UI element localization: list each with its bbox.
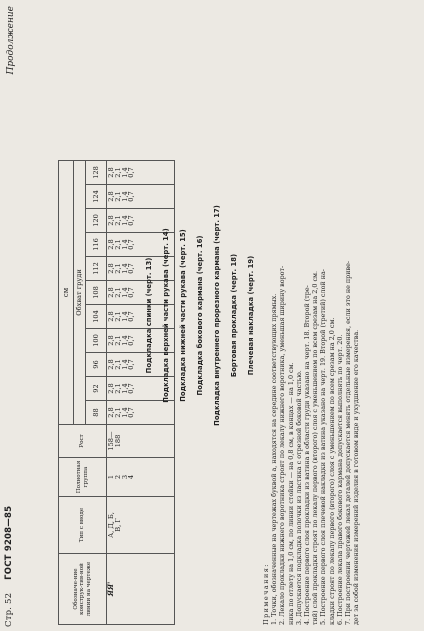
note-line: 3. Допускается подкладка полочки из ластика с отрезной боковой частью. xyxy=(294,370,303,625)
girth-header: 116 xyxy=(86,233,107,257)
value-text: 2,8 xyxy=(107,167,115,178)
page-label: Стр. 52 xyxy=(4,592,14,627)
group-value: 2 xyxy=(113,474,122,480)
note-line: 1. Точки, обозначенные на чертежах буквой а, находятся на середине соответствующих прямых. xyxy=(270,293,279,625)
girth-header: 88 xyxy=(86,401,107,425)
value-text: 0,7 xyxy=(127,263,136,274)
section-title: Бортовая прокладка (черт. 18) xyxy=(230,253,238,378)
girth-header: 104 xyxy=(86,305,107,329)
value-text: 2,1 xyxy=(113,167,122,178)
value-text: 2,1 xyxy=(113,407,122,418)
value-text: 2,8 xyxy=(107,383,115,394)
section-title: Подкладка спинки (черт. 13) xyxy=(145,257,153,374)
col-designation: Обозначе-ние конструк-тив-ной линии на чертеже xyxy=(59,554,107,625)
height-value: 158— xyxy=(107,431,115,451)
value-text: 1,4 xyxy=(120,407,129,418)
value-text: 2,8 xyxy=(107,359,115,370)
girth-header: 124 xyxy=(86,185,107,209)
value-text: 0,7 xyxy=(127,359,136,370)
note-line: кладки строят по лекалу первого (второго) слоя с уменьшением по всем срезам на 2,0 см. xyxy=(327,317,336,625)
value-text: 2,1 xyxy=(113,263,122,274)
value-text: 1,4 xyxy=(120,239,129,250)
girth-header: 108 xyxy=(86,281,107,305)
value-text: 2,1 xyxy=(113,215,122,226)
value-text: 1,4 xyxy=(120,263,129,274)
girth-header: 92 xyxy=(86,377,107,401)
notes-block xyxy=(262,15,360,625)
col-type: Тип с вводе xyxy=(59,497,107,554)
chest-girth-header: Обхват груди xyxy=(74,161,86,425)
symbol-text: ЯЯ' xyxy=(106,581,115,597)
group-value: 4 xyxy=(127,474,136,480)
value-text: 1,4 xyxy=(120,383,129,394)
group-value: 3 xyxy=(120,474,129,480)
value-text: 1,4 xyxy=(120,311,129,322)
section-title: Подкладка верхней части рукава (черт. 14) xyxy=(162,228,170,403)
note-line: дет за собой изменения измерений изделия в готовом виде и ухудшение его качества. xyxy=(352,329,361,625)
value-text: 0,7 xyxy=(127,407,136,418)
value-text: 2,8 xyxy=(107,239,115,250)
value-text: 2,1 xyxy=(113,287,122,298)
value-text: 0,7 xyxy=(127,287,136,298)
dimension-table xyxy=(58,160,175,625)
girth-header: 100 xyxy=(86,329,107,353)
value-text: 2,1 xyxy=(113,359,122,370)
section-title: Подкладка внутреннего прорезного кармана (черт. 17) xyxy=(213,205,221,426)
girth-header: 128 xyxy=(86,161,107,185)
standard-number: ГОСТ 9208—85 xyxy=(4,505,14,580)
girth-header: 96 xyxy=(86,353,107,377)
note-line: тий) слой прокладки строят по лекалу первого (второго) слоя с уменьшением по всем срезам на 2,0 см. xyxy=(311,270,320,625)
value-text: 1,4 xyxy=(120,287,129,298)
value-text: 1,4 xyxy=(120,215,129,226)
type-line: А, Д, Б, xyxy=(107,512,115,538)
section-title: Подкладка нижней части рукава (черт. 15) xyxy=(179,229,187,402)
unit-header: см xyxy=(59,161,74,425)
value-text: 1,4 xyxy=(120,191,129,202)
note-line: 5. Построение первого слоя плечевой накладки из ватина указано на черт. 19. Второй (третий) слой на- xyxy=(319,269,328,625)
girth-header: 120 xyxy=(86,209,107,233)
value-text: 2,1 xyxy=(113,239,122,250)
value-text: 2,1 xyxy=(113,335,122,346)
value-text: 2,8 xyxy=(107,335,115,346)
value-text: 0,7 xyxy=(127,335,136,346)
value-text: 2,8 xyxy=(107,191,115,202)
value-text: 0,7 xyxy=(127,383,136,394)
value-text: 1,4 xyxy=(120,359,129,370)
notes-title: Примечания: xyxy=(262,563,270,625)
value-text: 2,1 xyxy=(113,383,122,394)
value-text: 1,4 xyxy=(120,335,129,346)
note-line: ника по отлету на 1,0 см, по линии стойки — на 0,8 см, в концах — на 1,0 см. xyxy=(286,362,295,625)
value-text: 0,7 xyxy=(127,167,136,178)
note-line: 4. Построение первого слоя прокладки из ватина в области груди указано на черт. 18. Второй (тре- xyxy=(303,285,312,625)
page-header xyxy=(4,502,14,627)
section-title: Подкладка бокового кармана (черт. 16) xyxy=(196,235,204,396)
value-text: 2,8 xyxy=(107,263,115,274)
col-height: Рост xyxy=(59,425,107,458)
value-text: 0,7 xyxy=(127,191,136,202)
girth-header: 112 xyxy=(86,257,107,281)
value-text: 2,1 xyxy=(113,311,122,322)
value-text: 2,8 xyxy=(107,215,115,226)
continuation-label: Продолжение xyxy=(6,6,16,75)
type-line: В, Г xyxy=(113,518,122,532)
note-line: 7. При построении чертежей лекал деталей допускается менять отдельные измерения, если это не приве- xyxy=(344,260,353,625)
value-text: 2,8 xyxy=(107,311,115,322)
value-text: 0,7 xyxy=(127,239,136,250)
value-text: 2,8 xyxy=(107,287,115,298)
value-text: 2,8 xyxy=(107,407,115,418)
note-line: 6. Построение лекала правого бокового кармана допускается выполнять по черт. 20. xyxy=(335,334,344,625)
group-value: 1 xyxy=(107,474,115,480)
height-value: 188 xyxy=(113,434,122,448)
value-text: 1,4 xyxy=(120,167,129,178)
value-text: 0,7 xyxy=(127,215,136,226)
col-group: Полнотная группа xyxy=(59,458,107,497)
note-line: 2. Лекало прокладки нижнего воротника строят по лекалу нижнего воротника, уменьшая ширину ворот- xyxy=(278,265,287,625)
section-title: Плечевая накладка (черт. 19) xyxy=(247,255,255,376)
value-text: 2,1 xyxy=(113,191,122,202)
notes-lines xyxy=(270,15,360,625)
value-text: 0,7 xyxy=(127,311,136,322)
